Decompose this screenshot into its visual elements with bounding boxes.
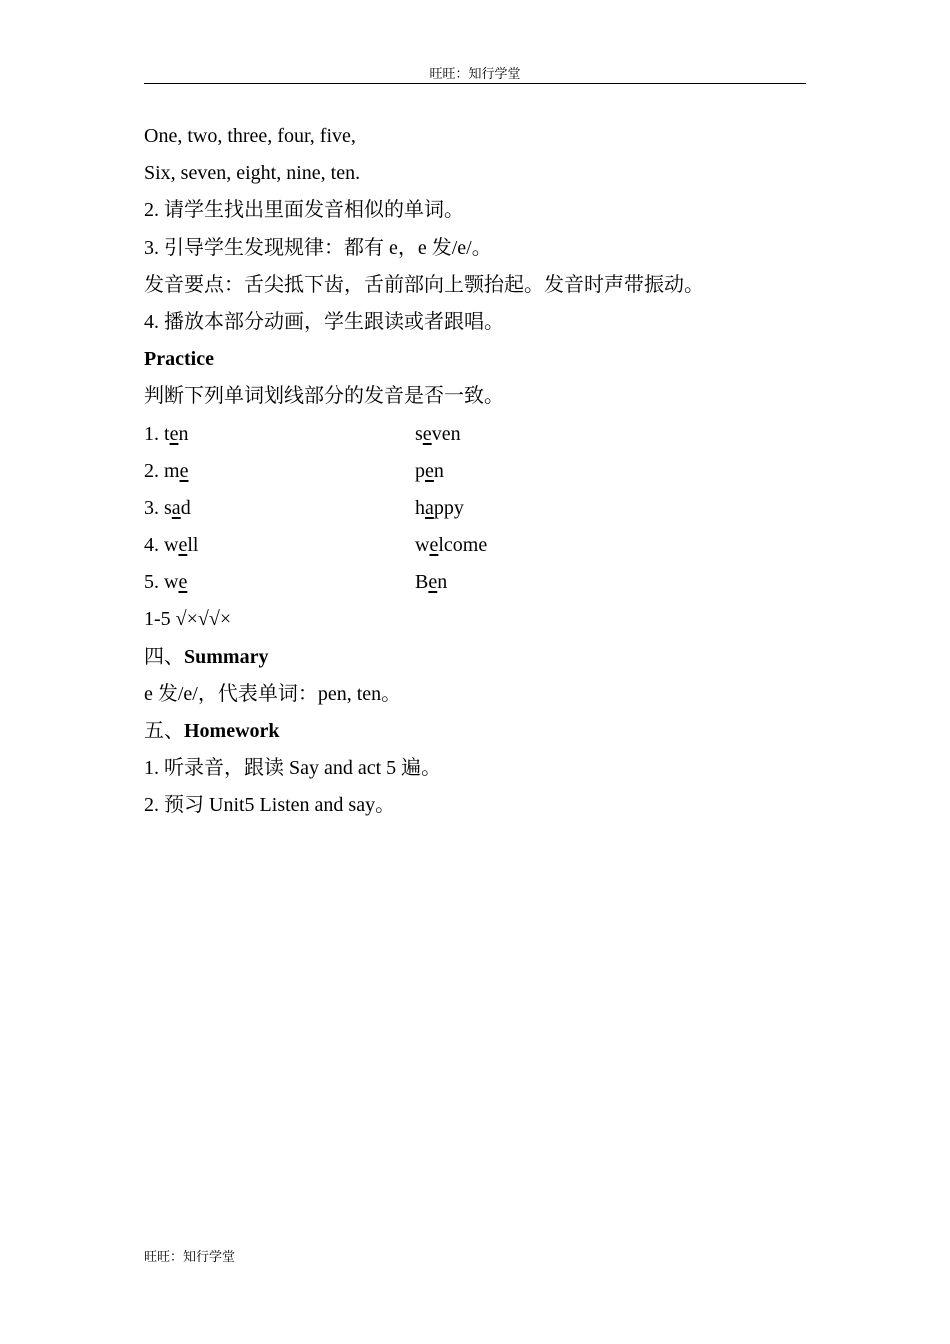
practice-word-right: Ben [415,571,448,594]
step-3: 3. 引导学生发现规律：都有 e，e 发/e/。 [144,236,492,259]
chant-line-2: Six, seven, eight, nine, ten. [144,162,361,185]
practice-word-left: 1. ten [144,422,189,445]
practice-word-left: 2. me [144,459,189,482]
underlined-letter: e [169,422,179,445]
homework-heading: 五、Homework [144,720,280,742]
step-2: 2. 请学生找出里面发音相似的单词。 [144,199,464,222]
underlined-letter: e [178,571,188,594]
underlined-letter: e [428,571,438,594]
step-4: 4. 播放本部分动画，学生跟读或者跟唱。 [144,310,504,333]
practice-item [144,416,806,453]
underlined-letter: e [178,534,188,557]
practice-word-left: 5. we [144,571,188,594]
practice-word-left: 3. sad [144,496,191,519]
pronunciation-tips: 发音要点：舌尖抵下齿，舌前部向上颚抬起。发音时声带振动。 [144,273,704,296]
summary-heading: 四、Summary [144,645,269,668]
homework-item-2: 2. 预习 Unit5 Listen and say。 [144,794,396,817]
underlined-letter: e [179,459,189,482]
practice-heading: Practice [144,348,214,371]
homework-item-1: 1. 听录音，跟读 Say and act 5 遍。 [144,757,442,780]
practice-item [144,564,806,601]
practice-instruction: 判断下列单词划线部分的发音是否一致。 [144,385,504,408]
header-divider [144,83,806,84]
underlined-letter: e [425,459,434,482]
underlined-letter: a [425,496,434,519]
practice-word-right: pen [415,459,444,482]
underlined-letter: a [171,496,181,519]
practice-item [144,490,806,527]
practice-word-right: welcome [415,534,488,557]
underlined-letter: e [422,422,432,445]
practice-answer: 1-5 √×√√× [144,608,232,631]
practice-word-right: happy [415,496,464,519]
document-body [144,118,806,825]
practice-item [144,527,806,564]
page-footer: 旺旺：知行学堂 [144,1249,236,1264]
practice-word-left: 4. well [144,534,199,557]
practice-word-right: seven [415,422,461,445]
practice-item [144,453,806,490]
page-header: 旺旺：知行学堂 [429,66,521,81]
underlined-letter: e [429,534,439,557]
summary-text: e 发/e/，代表单词：pen, ten。 [144,682,402,705]
chant-line-1: One, two, three, four, five, [144,125,356,147]
